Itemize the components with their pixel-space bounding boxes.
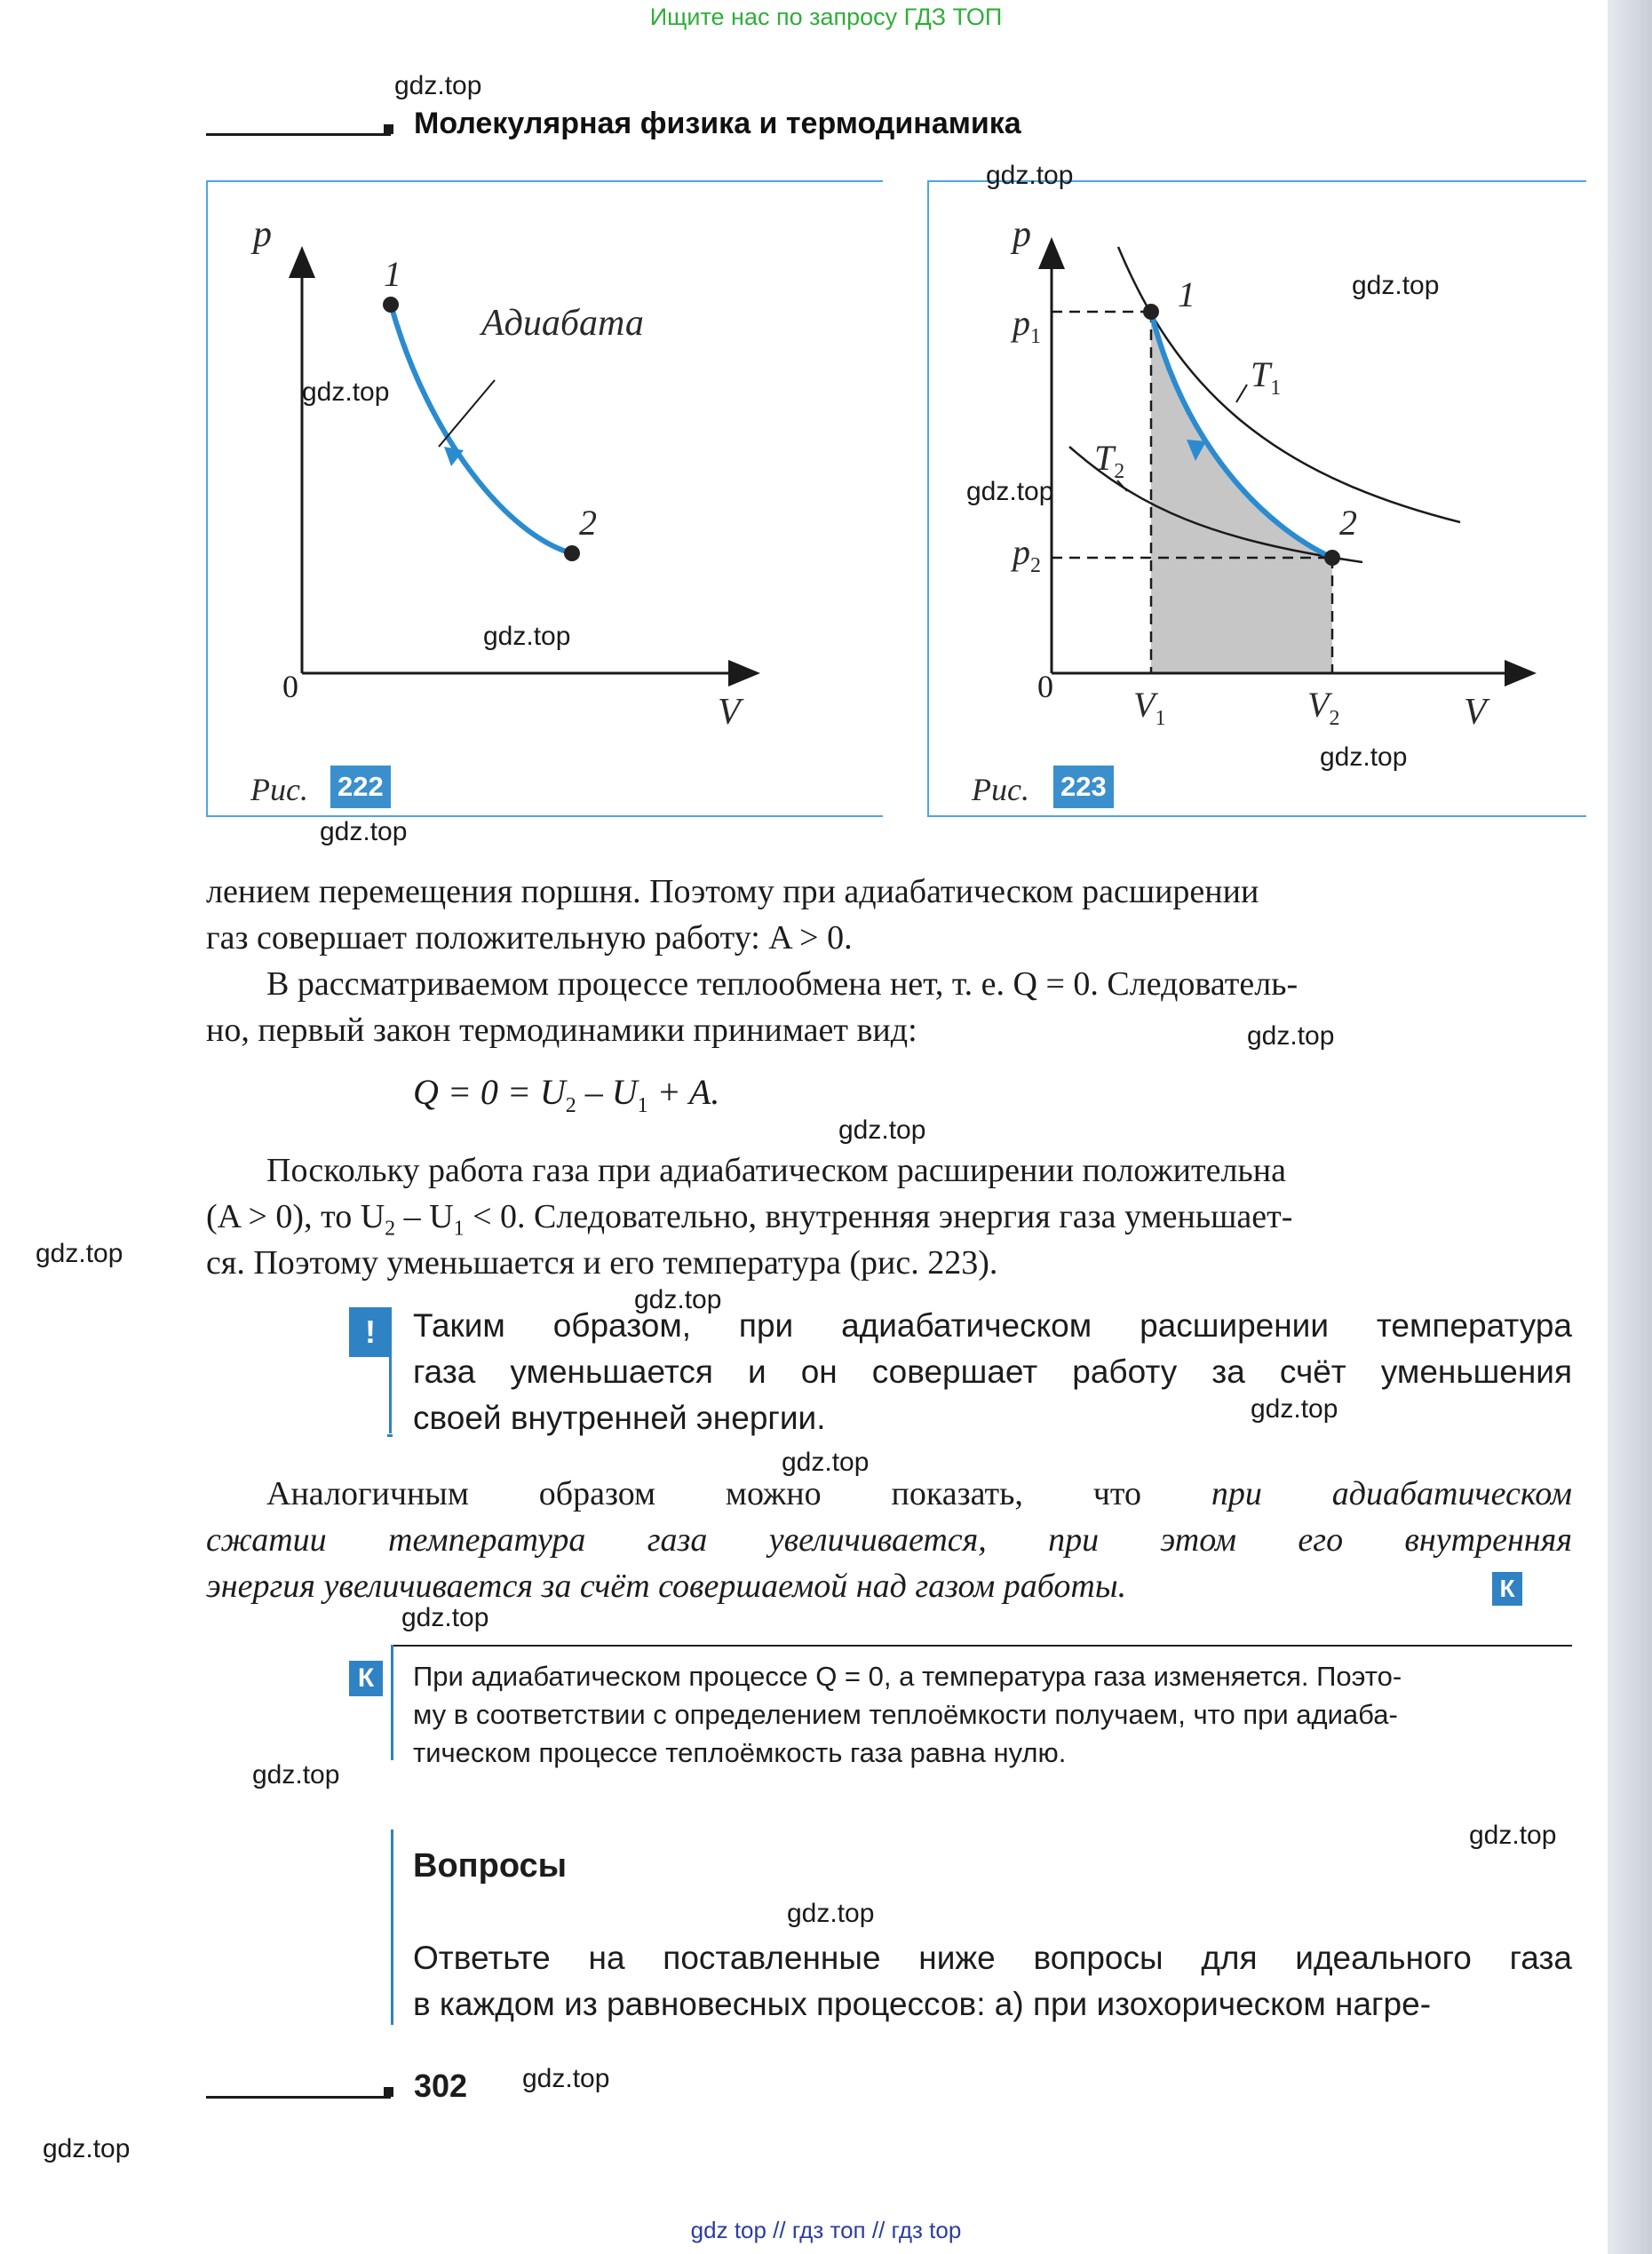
fig222-number: 222 xyxy=(330,766,391,808)
header-square xyxy=(384,124,393,134)
k-icon: К xyxy=(1499,1575,1515,1602)
paragraph-4-line-1: Аналогичным образом можно показать, что при адиабатическом xyxy=(266,1475,1572,1512)
watermark: gdz.top xyxy=(252,1760,340,1790)
paragraph-1-line-1: лением перемещения поршня. Поэтому при адиабатическом расширении xyxy=(206,873,1259,910)
fig223-point-1 xyxy=(1143,304,1159,320)
k-icon: К xyxy=(357,1663,375,1693)
k-marker-end xyxy=(1492,1572,1522,1606)
top-banner[interactable]: Ищите нас по запросу ГДЗ ТОП xyxy=(649,4,1003,30)
fig222-adiabat-label: Адиабата xyxy=(481,303,644,344)
page-edge-shadow xyxy=(1608,0,1652,2254)
first-law-formula: $Q = 0 = U_2 - U_1 + A$. xyxy=(413,1072,720,1117)
paragraph-4-line-3: энергия увеличивается за счёт совершаемой над газом работы. xyxy=(206,1567,1127,1605)
watermark: gdz.top xyxy=(986,161,1074,190)
fig223-t1-pointer xyxy=(1236,385,1247,402)
note-k-marker xyxy=(349,1661,383,1696)
note-line-3: тическом процессе теплоёмкость газа равна нулю. xyxy=(413,1737,1067,1768)
fig222-caption: Рис. xyxy=(250,772,308,807)
watermark: gdz.top xyxy=(1251,1394,1338,1424)
important-line-1: Таким образом, при адиабатическом расширении температура xyxy=(413,1307,1572,1344)
paragraph-3-line-2: (A > 0), то $U_2 - U_1 < 0$. Следовательно, внутренняя энергия газа уменьшает- xyxy=(206,1198,1293,1241)
fig222-point-2-label: 2 xyxy=(579,503,597,543)
watermark: gdz.top xyxy=(787,1899,875,1928)
important-icon-box xyxy=(349,1307,392,1357)
watermark: gdz.top xyxy=(966,477,1054,506)
note-line-2: му в соответствии с определением теплоёмкости получаем, что при адиаба- xyxy=(413,1699,1398,1730)
watermark: gdz.top xyxy=(1247,1021,1335,1051)
watermark: gdz.top xyxy=(302,377,390,407)
paragraph-2-line-2: но, первый закон термодинамики принимает вид: xyxy=(206,1012,917,1049)
fig223-origin-label: 0 xyxy=(1037,669,1053,704)
header-rule xyxy=(206,133,391,136)
watermark: gdz.top xyxy=(43,2134,131,2163)
bottom-banner[interactable]: gdz top // гдз топ // гдз top xyxy=(690,2217,962,2243)
watermark: gdz.top xyxy=(782,1448,870,1477)
question-line-2: в каждом из равновесных процессов: а) при изохорическом нагре- xyxy=(413,1986,1432,2022)
questions-left-rule xyxy=(391,1829,393,2025)
watermark: gdz.top xyxy=(1320,742,1408,772)
fig223-v1-label: $V_1$ xyxy=(1133,685,1166,730)
note-line-1: При адиабатическом процессе Q = 0, а температура газа изменяется. Поэто- xyxy=(413,1661,1402,1692)
important-line-2: газа уменьшается и он совершает работу за счёт уменьшения xyxy=(413,1353,1572,1390)
paragraph-1-line-2: газ совершает положительную работу: A > 0. xyxy=(206,919,853,956)
fig223-p-label: p xyxy=(1013,214,1031,255)
page-title: Молекулярная физика и термодинамика xyxy=(414,107,1021,140)
paragraph-3-line-3: ся. Поэтому уменьшается и его температура (рис. 223). xyxy=(206,1244,998,1282)
fig222-point-2 xyxy=(564,545,580,561)
watermark: gdz.top xyxy=(1352,271,1440,300)
watermark: gdz.top xyxy=(401,1603,489,1632)
fig223-point-2 xyxy=(1324,550,1340,566)
paragraph-4-line-2: сжатии температура газа увеличивается, при этом его внутренняя xyxy=(206,1521,1572,1559)
watermark: gdz.top xyxy=(36,1239,123,1268)
paragraph-2-line-1: В рассматриваемом процессе теплообмена нет, т. е. Q = 0. Следователь- xyxy=(266,965,1299,1003)
watermark: gdz.top xyxy=(838,1115,926,1145)
fig223-v-label: V xyxy=(1464,692,1487,733)
fig223-number: 223 xyxy=(1053,766,1114,808)
footer-rule xyxy=(206,2096,391,2099)
note-left-rule xyxy=(391,1645,393,1760)
fig223-point-2-label: 2 xyxy=(1339,503,1357,543)
fig223-t1-label: $T_1$ xyxy=(1251,354,1282,400)
fig223-t2-label: $T_2$ xyxy=(1094,438,1125,483)
fig223-v2-label: $V_2$ xyxy=(1307,685,1340,730)
paragraph-3-line-1: Поскольку работа газа при адиабатическом расширении положительна xyxy=(266,1152,1286,1189)
fig222-v-label: V xyxy=(718,692,741,733)
fig222-p-label: p xyxy=(253,214,272,255)
fig222-point-1-label: 1 xyxy=(384,254,401,294)
fig223-caption: Рис. xyxy=(972,772,1029,807)
page-number: 302 xyxy=(414,2067,468,2104)
watermark: gdz.top xyxy=(394,71,482,100)
question-line-1: Ответьте на поставленные ниже вопросы для идеального газа xyxy=(413,1940,1572,1976)
fig223-p2-label: $p_2$ xyxy=(1013,532,1041,577)
fig222-point-1 xyxy=(383,297,399,313)
fig223-p1-label: $p_1$ xyxy=(1013,303,1041,348)
important-line-3: своей внутренней энергии. xyxy=(413,1400,826,1436)
fig222-origin-label: 0 xyxy=(282,669,298,704)
figure-222-graph xyxy=(206,180,881,814)
watermark: gdz.top xyxy=(634,1285,722,1314)
note-top-rule xyxy=(391,1645,1572,1647)
watermark: gdz.top xyxy=(1469,1821,1557,1850)
watermark: gdz.top xyxy=(522,2064,610,2093)
watermark: gdz.top xyxy=(483,622,571,651)
fig222-label-pointer xyxy=(439,380,495,447)
important-bracket-line xyxy=(389,1355,392,1433)
exclamation-icon: ! xyxy=(365,1314,376,1350)
footer-square xyxy=(384,2087,393,2097)
fig223-point-1-label: 1 xyxy=(1178,274,1195,314)
watermark: gdz.top xyxy=(320,817,408,846)
questions-heading: Вопросы xyxy=(413,1847,568,1885)
